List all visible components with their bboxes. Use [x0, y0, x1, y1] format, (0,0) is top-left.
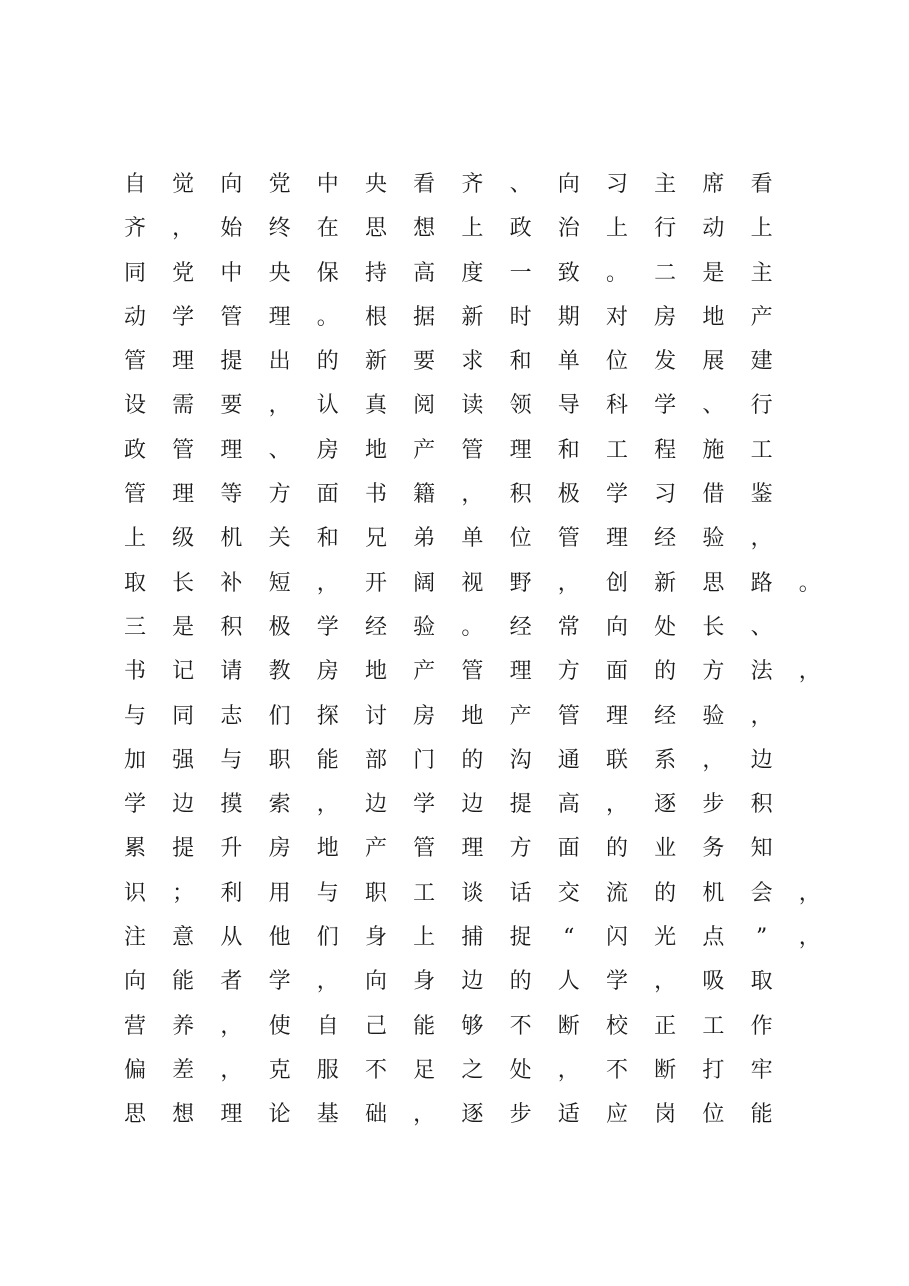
text-line: 加 强 与 职 能 部 门 的 沟 通 联 系 ， 边 [123, 747, 773, 773]
text-line: 识 ； 利 用 与 职 工 谈 话 交 流 的 机 会 ， [123, 880, 821, 906]
body-text [124, 163, 844, 1138]
text-line: 设 需 要 ， 认 真 阅 读 领 导 科 学 、 行 [123, 393, 773, 419]
text-line: 同 党 中 央 保 持 高 度 一 致 。 二 是 主 [123, 260, 773, 286]
text-line: 管 理 等 方 面 书 籍 ， 积 极 学 习 借 鉴 [123, 482, 773, 508]
text-line: 取 长 补 短 ， 开 阔 视 野 ， 创 新 思 路 。 [123, 570, 821, 596]
text-line: 书 记 请 教 房 地 产 管 理 方 面 的 方 法 ， [123, 659, 821, 685]
text-line: 自 觉 向 党 中 央 看 齐 、 向 习 主 席 看 [123, 172, 773, 197]
text-line: 动 学 管 理 。 根 据 新 时 期 对 房 地 产 [123, 304, 773, 330]
text-line: 偏 差 ， 克 服 不 足 之 处 ， 不 断 打 牢 [123, 1057, 773, 1083]
text-line: 累 提 升 房 地 产 管 理 方 面 的 业 务 知 [123, 836, 773, 862]
text-line: 管 理 提 出 的 新 要 求 和 单 位 发 展 建 [123, 349, 773, 375]
text-line: 营 养 ， 使 自 己 能 够 不 断 校 正 工 作 [123, 1013, 773, 1039]
text-line: 三 是 积 极 学 经 验 。 经 常 向 处 长 、 [123, 614, 773, 640]
text-line: 思 想 理 论 基 础 ， 逐 步 适 应 岗 位 能 [123, 1102, 773, 1128]
text-line: 注 意 从 他 们 身 上 捕 捉 “ 闪 光 点 ” ， [123, 925, 821, 951]
text-line: 上 级 机 关 和 兄 弟 单 位 管 理 经 验 ， [123, 526, 773, 552]
text-line: 向 能 者 学 ， 向 身 边 的 人 学 ， 吸 取 [123, 969, 773, 995]
text-line: 与 同 志 们 探 讨 房 地 产 管 理 经 验 ， [123, 703, 773, 729]
text-line: 政 管 理 、 房 地 产 管 理 和 工 程 施 工 [123, 437, 773, 463]
text-line: 齐 ， 始 终 在 思 想 上 政 治 上 行 动 上 [123, 216, 773, 242]
text-line: 学 边 摸 索 ， 边 学 边 提 高 ， 逐 步 积 [123, 792, 773, 818]
